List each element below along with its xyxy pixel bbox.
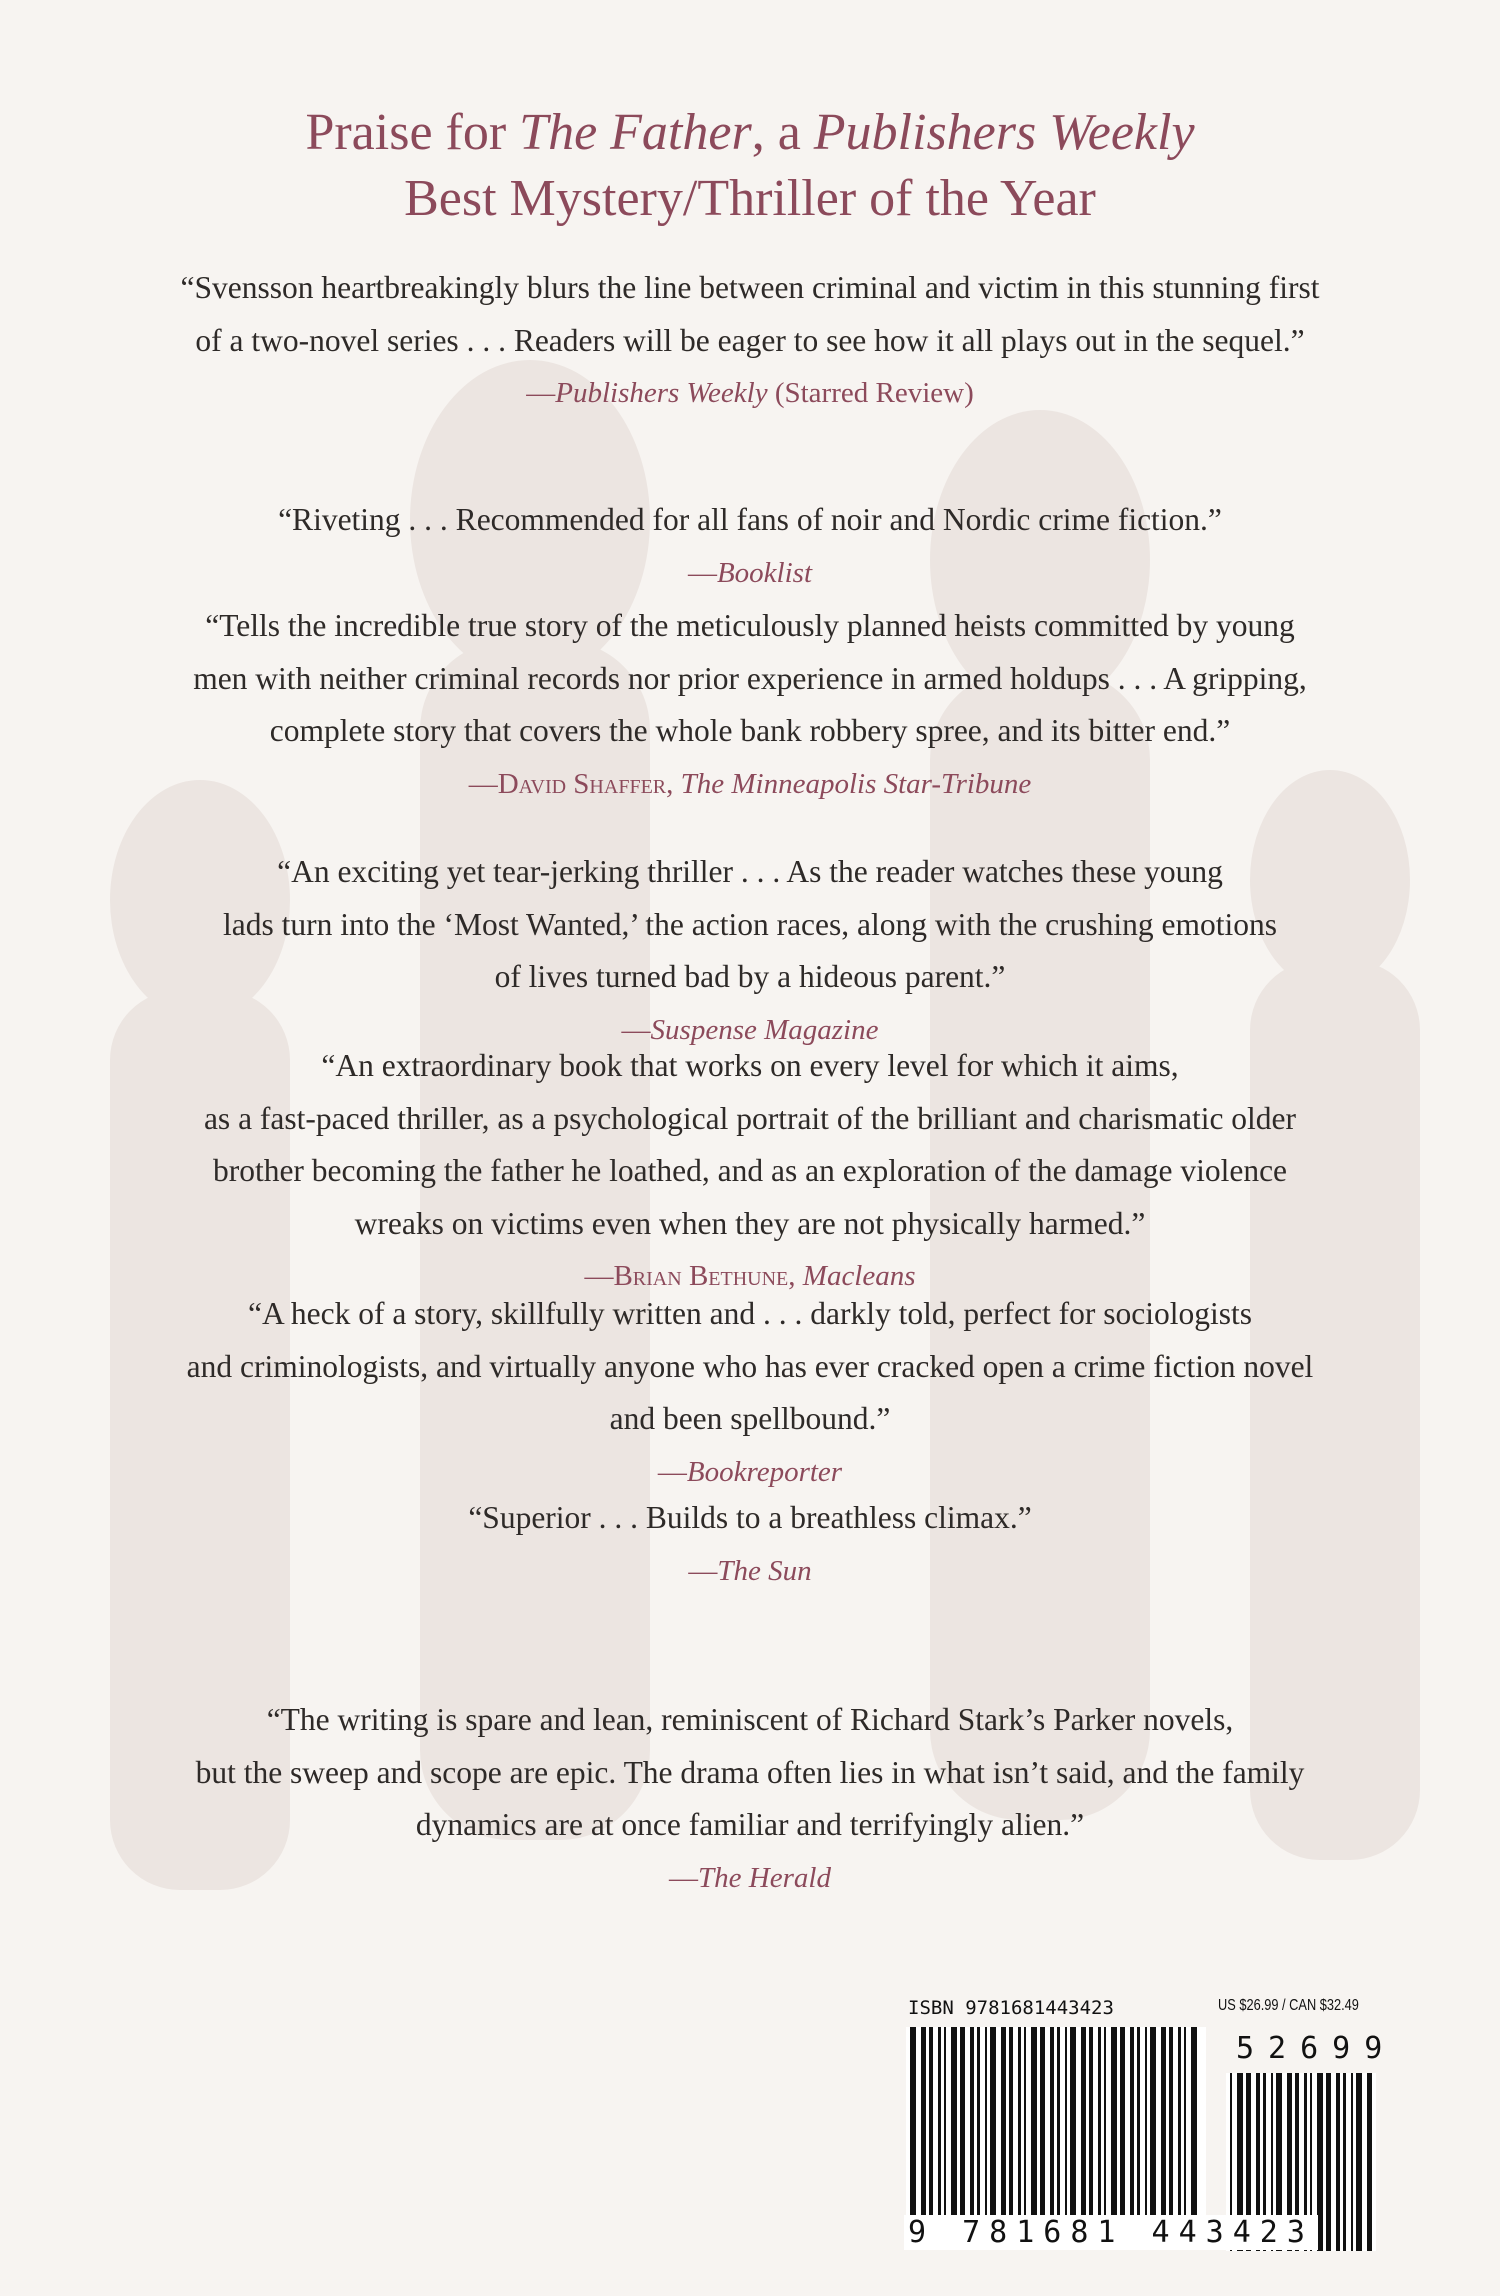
attribution-dash: — (468, 767, 498, 800)
barcode-bar (1150, 2027, 1156, 2237)
review-quote (80, 1492, 1420, 1597)
barcode-bar (990, 2027, 996, 2237)
barcode-bar (1184, 2027, 1186, 2237)
book-title: The Father (519, 104, 752, 161)
quote-line: “The writing is spare and lean, reminiscent of Richard Stark’s Parker novels, (266, 1702, 1234, 1737)
review-quote (80, 262, 1420, 419)
barcode-bar (1050, 2027, 1054, 2237)
barcode-bar (1130, 2027, 1134, 2237)
attribution-source: Booklist (716, 556, 813, 589)
attribution-note: (Starred Review) (767, 377, 974, 409)
review-quote (80, 600, 1420, 810)
attribution-dash: — (584, 1260, 614, 1292)
praise-heading (0, 100, 1500, 232)
attribution-source: The Minneapolis Star-Tribune (680, 767, 1032, 800)
attribution-dash: — (688, 1554, 718, 1587)
quote-line: “An exciting yet tear-jerking thriller . . . As the reader watches these young (277, 854, 1223, 889)
review-quote (80, 494, 1420, 599)
barcode-bar (985, 2027, 987, 2237)
quote-line: complete story that covers the whole bank robbery spree, and its bitter end.” (269, 713, 1231, 748)
attribution-source: The Herald (698, 1861, 831, 1894)
quote-line: as a fast-paced thriller, as a psychological portrait of the brilliant and charismatic older (203, 1100, 1297, 1136)
barcode-bar (1111, 2027, 1117, 2237)
barcode-bar (1089, 2027, 1093, 2237)
barcode-bar (951, 2027, 957, 2237)
addon-digits: 52699 (1236, 2031, 1397, 2066)
barcode-bar (929, 2027, 933, 2237)
attribution-separator: , (666, 767, 681, 800)
barcode-bar (1191, 2027, 1197, 2237)
quote-line: of a two-novel series . . . Readers will be eager to see how it all plays out in the sequel.” (195, 322, 1305, 358)
barcode-bar (970, 2027, 974, 2237)
quote-line: and been spellbound.” (609, 1401, 891, 1436)
barcode-bar (921, 2027, 926, 2237)
barcode-bar (1343, 2073, 1346, 2251)
quote-line: “Svensson heartbreakingly blurs the line between criminal and victim in this stunning first (180, 270, 1320, 305)
barcode-bar (1024, 2027, 1026, 2237)
quote-line: of lives turned bad by a hideous parent.” (494, 959, 1006, 994)
quote-line: brother becoming the father he loathed, and as an exploration of the damage violence (212, 1153, 1288, 1188)
barcode-bar (1178, 2027, 1181, 2237)
barcode-bar (1070, 2027, 1076, 2237)
quote-line: “A heck of a story, skillfully written and . . . darkly told, perfect for sociologists (248, 1296, 1252, 1331)
attribution-separator: , (788, 1260, 803, 1292)
attribution-source: Suspense Magazine (650, 1013, 879, 1046)
quote-line: “An extraordinary book that works on every level for which it aims, (321, 1048, 1179, 1083)
attribution-dash: — (669, 1861, 699, 1894)
attribution-source: Bookreporter (686, 1455, 843, 1488)
quote-line: lads turn into the ‘Most Wanted,’ the action races, along with the crushing emotions (223, 906, 1277, 942)
barcode-bar (1145, 2027, 1147, 2237)
barcode-bar (1326, 2073, 1331, 2251)
publication-name: Publishers Weekly (813, 104, 1195, 161)
attribution-dash: — (687, 556, 717, 589)
barcode-bar (1031, 2027, 1037, 2237)
quote-line: but the sweep and scope are epic. The drama often lies in what isn’t said, and the family (195, 1754, 1305, 1790)
barcode-bar (1161, 2027, 1166, 2237)
attribution-name: Brian Bethune (613, 1260, 789, 1292)
barcode-bar (1057, 2027, 1060, 2237)
barcode-bar (1104, 2027, 1106, 2237)
quote-attribution (80, 1852, 1420, 1904)
quote-line: wreaks on victims even when they are not physically harmed.” (354, 1205, 1146, 1241)
barcode-bar (960, 2027, 965, 2237)
quote-line: “Superior . . . Builds to a breathless climax.” (468, 1500, 1032, 1535)
attribution-source: Publishers Weekly (555, 377, 768, 409)
quote-line: dynamics are at once familiar and terrifyingly alien.” (415, 1807, 1085, 1842)
barcode-bar (1351, 2073, 1353, 2251)
barcode-bar (1356, 2073, 1362, 2251)
attribution-dash: — (621, 1013, 651, 1046)
ean-barcode (906, 2027, 1206, 2237)
attribution-dash: — (526, 377, 556, 409)
barcode-bar (1169, 2027, 1173, 2237)
heading-mid: , a (751, 104, 814, 161)
quote-attribution (80, 547, 1420, 599)
barcode-bar (1336, 2073, 1340, 2251)
quote-attribution (80, 1545, 1420, 1597)
attribution-name: David Shaffer (497, 767, 667, 800)
barcode-bar (910, 2027, 916, 2237)
price-label: US $26.99 / CAN $32.49 (1218, 1997, 1359, 2014)
barcode-bar (1367, 2073, 1372, 2251)
review-quote (80, 1694, 1420, 1904)
heading-line-1 (0, 100, 1500, 166)
review-quote (80, 1040, 1420, 1302)
quote-line: men with neither criminal records nor prior experience in armed holdups . . . A gripping, (193, 660, 1307, 696)
barcode-bar (977, 2027, 980, 2237)
barcode-bar (1009, 2027, 1013, 2237)
barcode-bar (1001, 2027, 1006, 2237)
barcode-bar (944, 2027, 946, 2237)
heading-line-2: Best Mystery/Thriller of the Year (404, 170, 1096, 227)
barcode-bar (1098, 2027, 1101, 2237)
quote-line: and criminologists, and virtually anyone who has ever cracked open a crime fiction novel (186, 1348, 1314, 1384)
barcode-bar (1018, 2027, 1021, 2237)
barcode-bar (1040, 2027, 1045, 2237)
heading-prefix: Praise for (305, 104, 520, 161)
review-quote (80, 1288, 1420, 1498)
quote-attribution (80, 758, 1420, 810)
quote-attribution (80, 1446, 1420, 1498)
barcode-bar (1065, 2027, 1067, 2237)
attribution-dash: — (657, 1455, 687, 1488)
barcode-bar (1120, 2027, 1125, 2237)
barcode-bar (1081, 2027, 1086, 2237)
isbn-label: ISBN 9781681443423 (908, 1997, 1114, 2019)
barcode-bar (938, 2027, 941, 2237)
barcode-block (896, 1997, 1396, 2277)
quote-line: “Tells the incredible true story of the meticulously planned heists committed by young (205, 608, 1295, 643)
quote-attribution (80, 367, 1420, 419)
attribution-source: The Sun (717, 1554, 812, 1587)
barcode-bar (1137, 2027, 1140, 2237)
attribution-source: Macleans (802, 1260, 916, 1292)
quote-line: “Riveting . . . Recommended for all fans of noir and Nordic crime fiction.” (278, 502, 1222, 537)
ean-digits: 9 781681 443423 (904, 2215, 1318, 2250)
review-quote (80, 846, 1420, 1056)
